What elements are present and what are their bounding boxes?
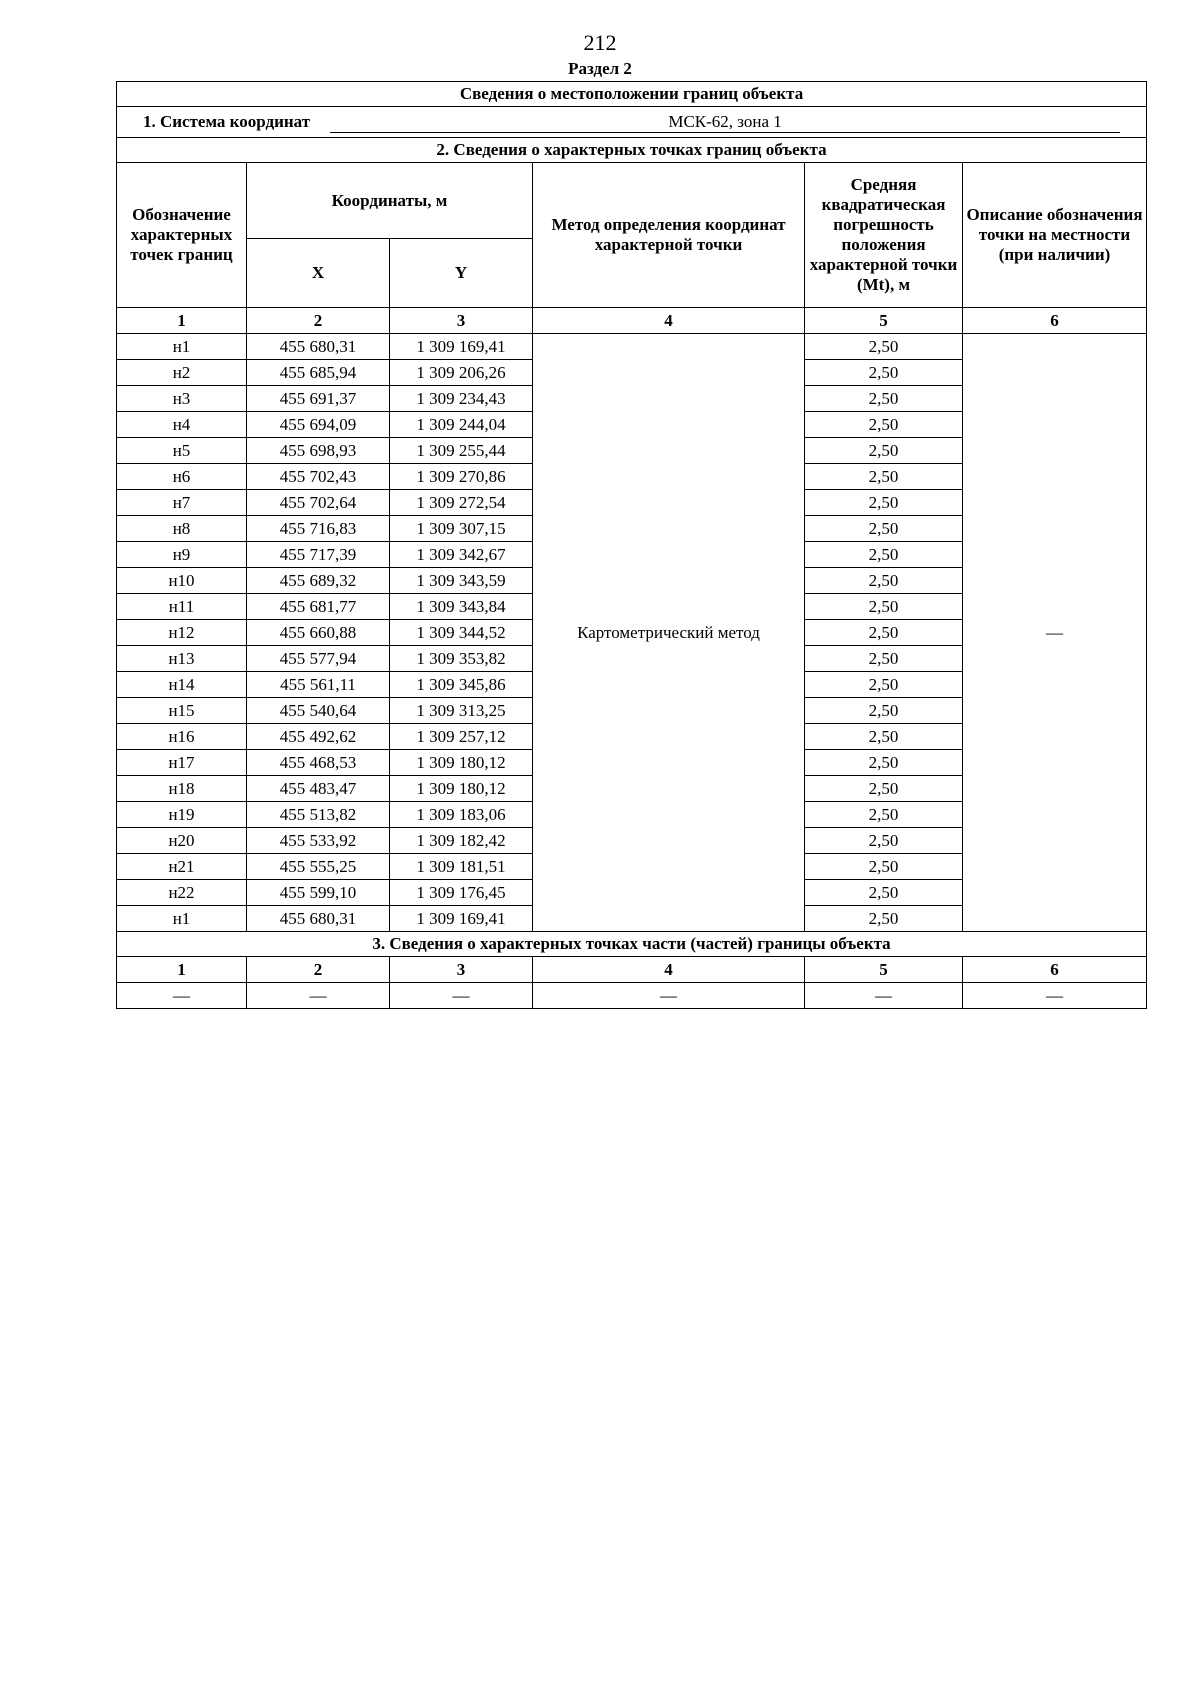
coord-y: 1 309 182,42 (390, 828, 533, 854)
parts-column-numbers-row (117, 957, 1147, 983)
coord-system-label: 1. Система координат (142, 111, 311, 131)
point-name: н11 (117, 594, 247, 620)
point-name: н13 (117, 646, 247, 672)
mt-value: 2,50 (805, 568, 963, 594)
coord-x: 455 685,94 (247, 360, 390, 386)
column-numbers-row (117, 308, 1147, 334)
point-name: н7 (117, 490, 247, 516)
point-name: н22 (117, 880, 247, 906)
point-name: н18 (117, 776, 247, 802)
coord-y: 1 309 244,04 (390, 412, 533, 438)
parts-cell: — (247, 983, 390, 1009)
column-number: 1 (117, 308, 247, 334)
coord-y: 1 309 206,26 (390, 360, 533, 386)
coord-y: 1 309 183,06 (390, 802, 533, 828)
coord-y: 1 309 176,45 (390, 880, 533, 906)
point-name: н8 (117, 516, 247, 542)
mt-value: 2,50 (805, 594, 963, 620)
coord-system-row (117, 107, 1147, 138)
coord-x: 455 599,10 (247, 880, 390, 906)
parts-cell: — (805, 983, 963, 1009)
point-name: н2 (117, 360, 247, 386)
mt-value: 2,50 (805, 828, 963, 854)
coord-x: 455 716,83 (247, 516, 390, 542)
coord-y: 1 309 180,12 (390, 776, 533, 802)
page-number: 212 (583, 30, 617, 55)
points-title-row (117, 138, 1147, 163)
mt-value: 2,50 (805, 412, 963, 438)
coord-x: 455 540,64 (247, 698, 390, 724)
coord-y: 1 309 313,25 (390, 698, 533, 724)
column-number: 4 (533, 308, 805, 334)
coord-x: 455 533,92 (247, 828, 390, 854)
column-number: 2 (247, 957, 390, 983)
mt-value: 2,50 (805, 438, 963, 464)
point-name: н6 (117, 464, 247, 490)
mt-value: 2,50 (805, 776, 963, 802)
table-title-row (117, 82, 1147, 107)
point-name: н20 (117, 828, 247, 854)
coord-x: 455 694,09 (247, 412, 390, 438)
point-name: н3 (117, 386, 247, 412)
coord-x: 455 702,64 (247, 490, 390, 516)
parts-cell: — (390, 983, 533, 1009)
coord-x: 455 513,82 (247, 802, 390, 828)
point-name: н19 (117, 802, 247, 828)
header-description: Описание обозначения точки на местности (при наличии) (963, 163, 1147, 308)
coord-x: 455 698,93 (247, 438, 390, 464)
method-cell: Картометрический метод (533, 334, 805, 932)
coord-y: 1 309 272,54 (390, 490, 533, 516)
point-name: н1 (117, 906, 247, 932)
point-name: н14 (117, 672, 247, 698)
parts-title-row (117, 932, 1147, 957)
coord-x: 455 561,11 (247, 672, 390, 698)
boundary-table (116, 81, 1147, 1009)
column-number: 6 (963, 957, 1147, 983)
mt-value: 2,50 (805, 516, 963, 542)
mt-value: 2,50 (805, 360, 963, 386)
mt-value: 2,50 (805, 854, 963, 880)
coord-y: 1 309 343,84 (390, 594, 533, 620)
point-name: н16 (117, 724, 247, 750)
column-number: 6 (963, 308, 1147, 334)
parts-title: 3. Сведения о характерных точках части (частей) границы объекта (117, 932, 1147, 957)
coord-y: 1 309 343,59 (390, 568, 533, 594)
parts-row (117, 983, 1147, 1009)
coord-y: 1 309 270,86 (390, 464, 533, 490)
coord-x: 455 680,31 (247, 906, 390, 932)
coord-x: 455 483,47 (247, 776, 390, 802)
point-name: н21 (117, 854, 247, 880)
table-row (117, 334, 1147, 360)
column-number: 5 (805, 957, 963, 983)
header-coordinates: Координаты, м (247, 163, 533, 239)
coord-x: 455 689,32 (247, 568, 390, 594)
section-title: Раздел 2 (568, 59, 632, 78)
header-row (117, 163, 1147, 239)
coord-x: 455 717,39 (247, 542, 390, 568)
mt-value: 2,50 (805, 906, 963, 932)
coord-x: 455 577,94 (247, 646, 390, 672)
coord-y: 1 309 169,41 (390, 334, 533, 360)
coord-x: 455 468,53 (247, 750, 390, 776)
description-cell: — (963, 334, 1147, 932)
coord-y: 1 309 307,15 (390, 516, 533, 542)
point-name: н5 (117, 438, 247, 464)
point-name: н12 (117, 620, 247, 646)
mt-value: 2,50 (805, 386, 963, 412)
mt-value: 2,50 (805, 698, 963, 724)
header-y: Y (390, 239, 533, 308)
coord-x: 455 691,37 (247, 386, 390, 412)
coord-x: 455 680,31 (247, 334, 390, 360)
mt-value: 2,50 (805, 490, 963, 516)
point-name: н1 (117, 334, 247, 360)
parts-cell: — (117, 983, 247, 1009)
coord-y: 1 309 257,12 (390, 724, 533, 750)
coord-y: 1 309 234,43 (390, 386, 533, 412)
point-name: н17 (117, 750, 247, 776)
coord-y: 1 309 342,67 (390, 542, 533, 568)
point-name: н9 (117, 542, 247, 568)
column-number: 3 (390, 308, 533, 334)
mt-value: 2,50 (805, 620, 963, 646)
mt-value: 2,50 (805, 672, 963, 698)
coord-x: 455 555,25 (247, 854, 390, 880)
coord-y: 1 309 255,44 (390, 438, 533, 464)
header-error: Средняя квадратическая погрешность положения характерной точки (Mt), м (805, 163, 963, 308)
point-name: н15 (117, 698, 247, 724)
point-name: н4 (117, 412, 247, 438)
points-title: 2. Сведения о характерных точках границ объекта (117, 138, 1147, 163)
mt-value: 2,50 (805, 880, 963, 906)
table-title: Сведения о местоположении границ объекта (117, 82, 1147, 107)
column-number: 5 (805, 308, 963, 334)
header-designation: Обозначение характерных точек границ (117, 163, 247, 308)
coord-y: 1 309 345,86 (390, 672, 533, 698)
coord-x: 455 492,62 (247, 724, 390, 750)
mt-value: 2,50 (805, 542, 963, 568)
mt-value: 2,50 (805, 724, 963, 750)
parts-cell: — (963, 983, 1147, 1009)
mt-value: 2,50 (805, 464, 963, 490)
column-number: 3 (390, 957, 533, 983)
header-method: Метод определения координат характерной точки (533, 163, 805, 308)
coord-x: 455 681,77 (247, 594, 390, 620)
column-number: 1 (117, 957, 247, 983)
coord-system-value: МСК-62, зона 1 (330, 112, 1120, 133)
coord-x: 455 660,88 (247, 620, 390, 646)
header-x: X (247, 239, 390, 308)
column-number: 2 (247, 308, 390, 334)
coord-y: 1 309 180,12 (390, 750, 533, 776)
mt-value: 2,50 (805, 334, 963, 360)
column-number: 4 (533, 957, 805, 983)
parts-cell: — (533, 983, 805, 1009)
coord-x: 455 702,43 (247, 464, 390, 490)
coord-y: 1 309 344,52 (390, 620, 533, 646)
mt-value: 2,50 (805, 750, 963, 776)
mt-value: 2,50 (805, 646, 963, 672)
coord-y: 1 309 353,82 (390, 646, 533, 672)
point-name: н10 (117, 568, 247, 594)
coord-y: 1 309 181,51 (390, 854, 533, 880)
coord-y: 1 309 169,41 (390, 906, 533, 932)
mt-value: 2,50 (805, 802, 963, 828)
